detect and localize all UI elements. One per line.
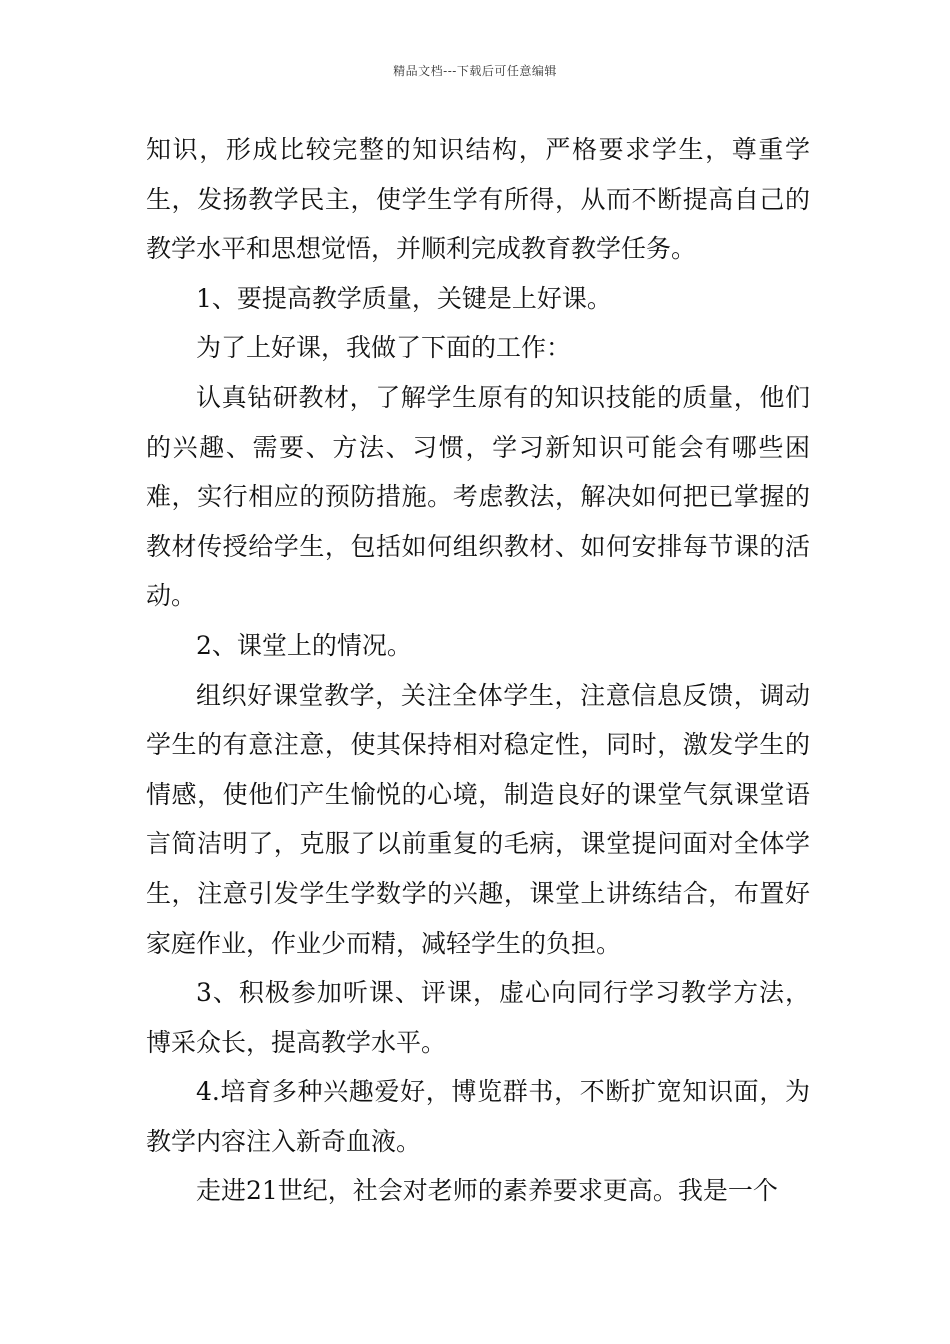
paragraph-classroom-organization: 组织好课堂教学，关注全体学生，注意信息反馈，调动学生的有意注意，使其保持相对稳定性，同时，激发学生的情感，使他们产生愉悦的心境，制造良好的课堂气氛课堂语言简洁明了，克服了以前重复的毛病，课堂提问面对全体学生，注意引发学生学数学的兴趣，课堂上讲练结合，布置好家庭作业，作业少而精，减轻学生的负担。	[146, 680, 810, 958]
paragraph-item-1: 1、要提高教学质量，关键是上好课。	[196, 283, 612, 313]
paragraph-item-4: 4.培育多种兴趣爱好，博览群书，不断扩宽知识面，为教学内容注入新奇血液。	[146, 1077, 810, 1156]
paragraph-item-2: 2、课堂上的情况。	[196, 630, 412, 660]
paragraph-study-materials: 认真钻研教材，了解学生原有的知识技能的质量，他们的兴趣、需要、方法、习惯，学习新知识可能会有哪些困难，实行相应的预防措施。考虑教法，解决如何把已掌握的教材传授给学生，包括如何组织教材、如何安排每节课的活动。	[146, 382, 810, 611]
paragraph-intro-work: 为了上好课，我做了下面的工作：	[196, 333, 572, 363]
document-body	[146, 125, 810, 1216]
paragraph-21st-century: 走进21世纪，社会对老师的素养要求更高。我是一个	[196, 1176, 778, 1206]
page-header: 精品文档---下载后可任意编辑	[393, 64, 557, 78]
paragraph-item-3: 3、积极参加听课、评课，虚心向同行学习教学方法，博采众长，提高教学水平。	[146, 978, 810, 1057]
paragraph-continuation: 知识，形成比较完整的知识结构，严格要求学生，尊重学生，发扬教学民主，使学生学有所得，从而不断提高自己的教学水平和思想觉悟，并顺利完成教育教学任务。	[146, 135, 810, 264]
